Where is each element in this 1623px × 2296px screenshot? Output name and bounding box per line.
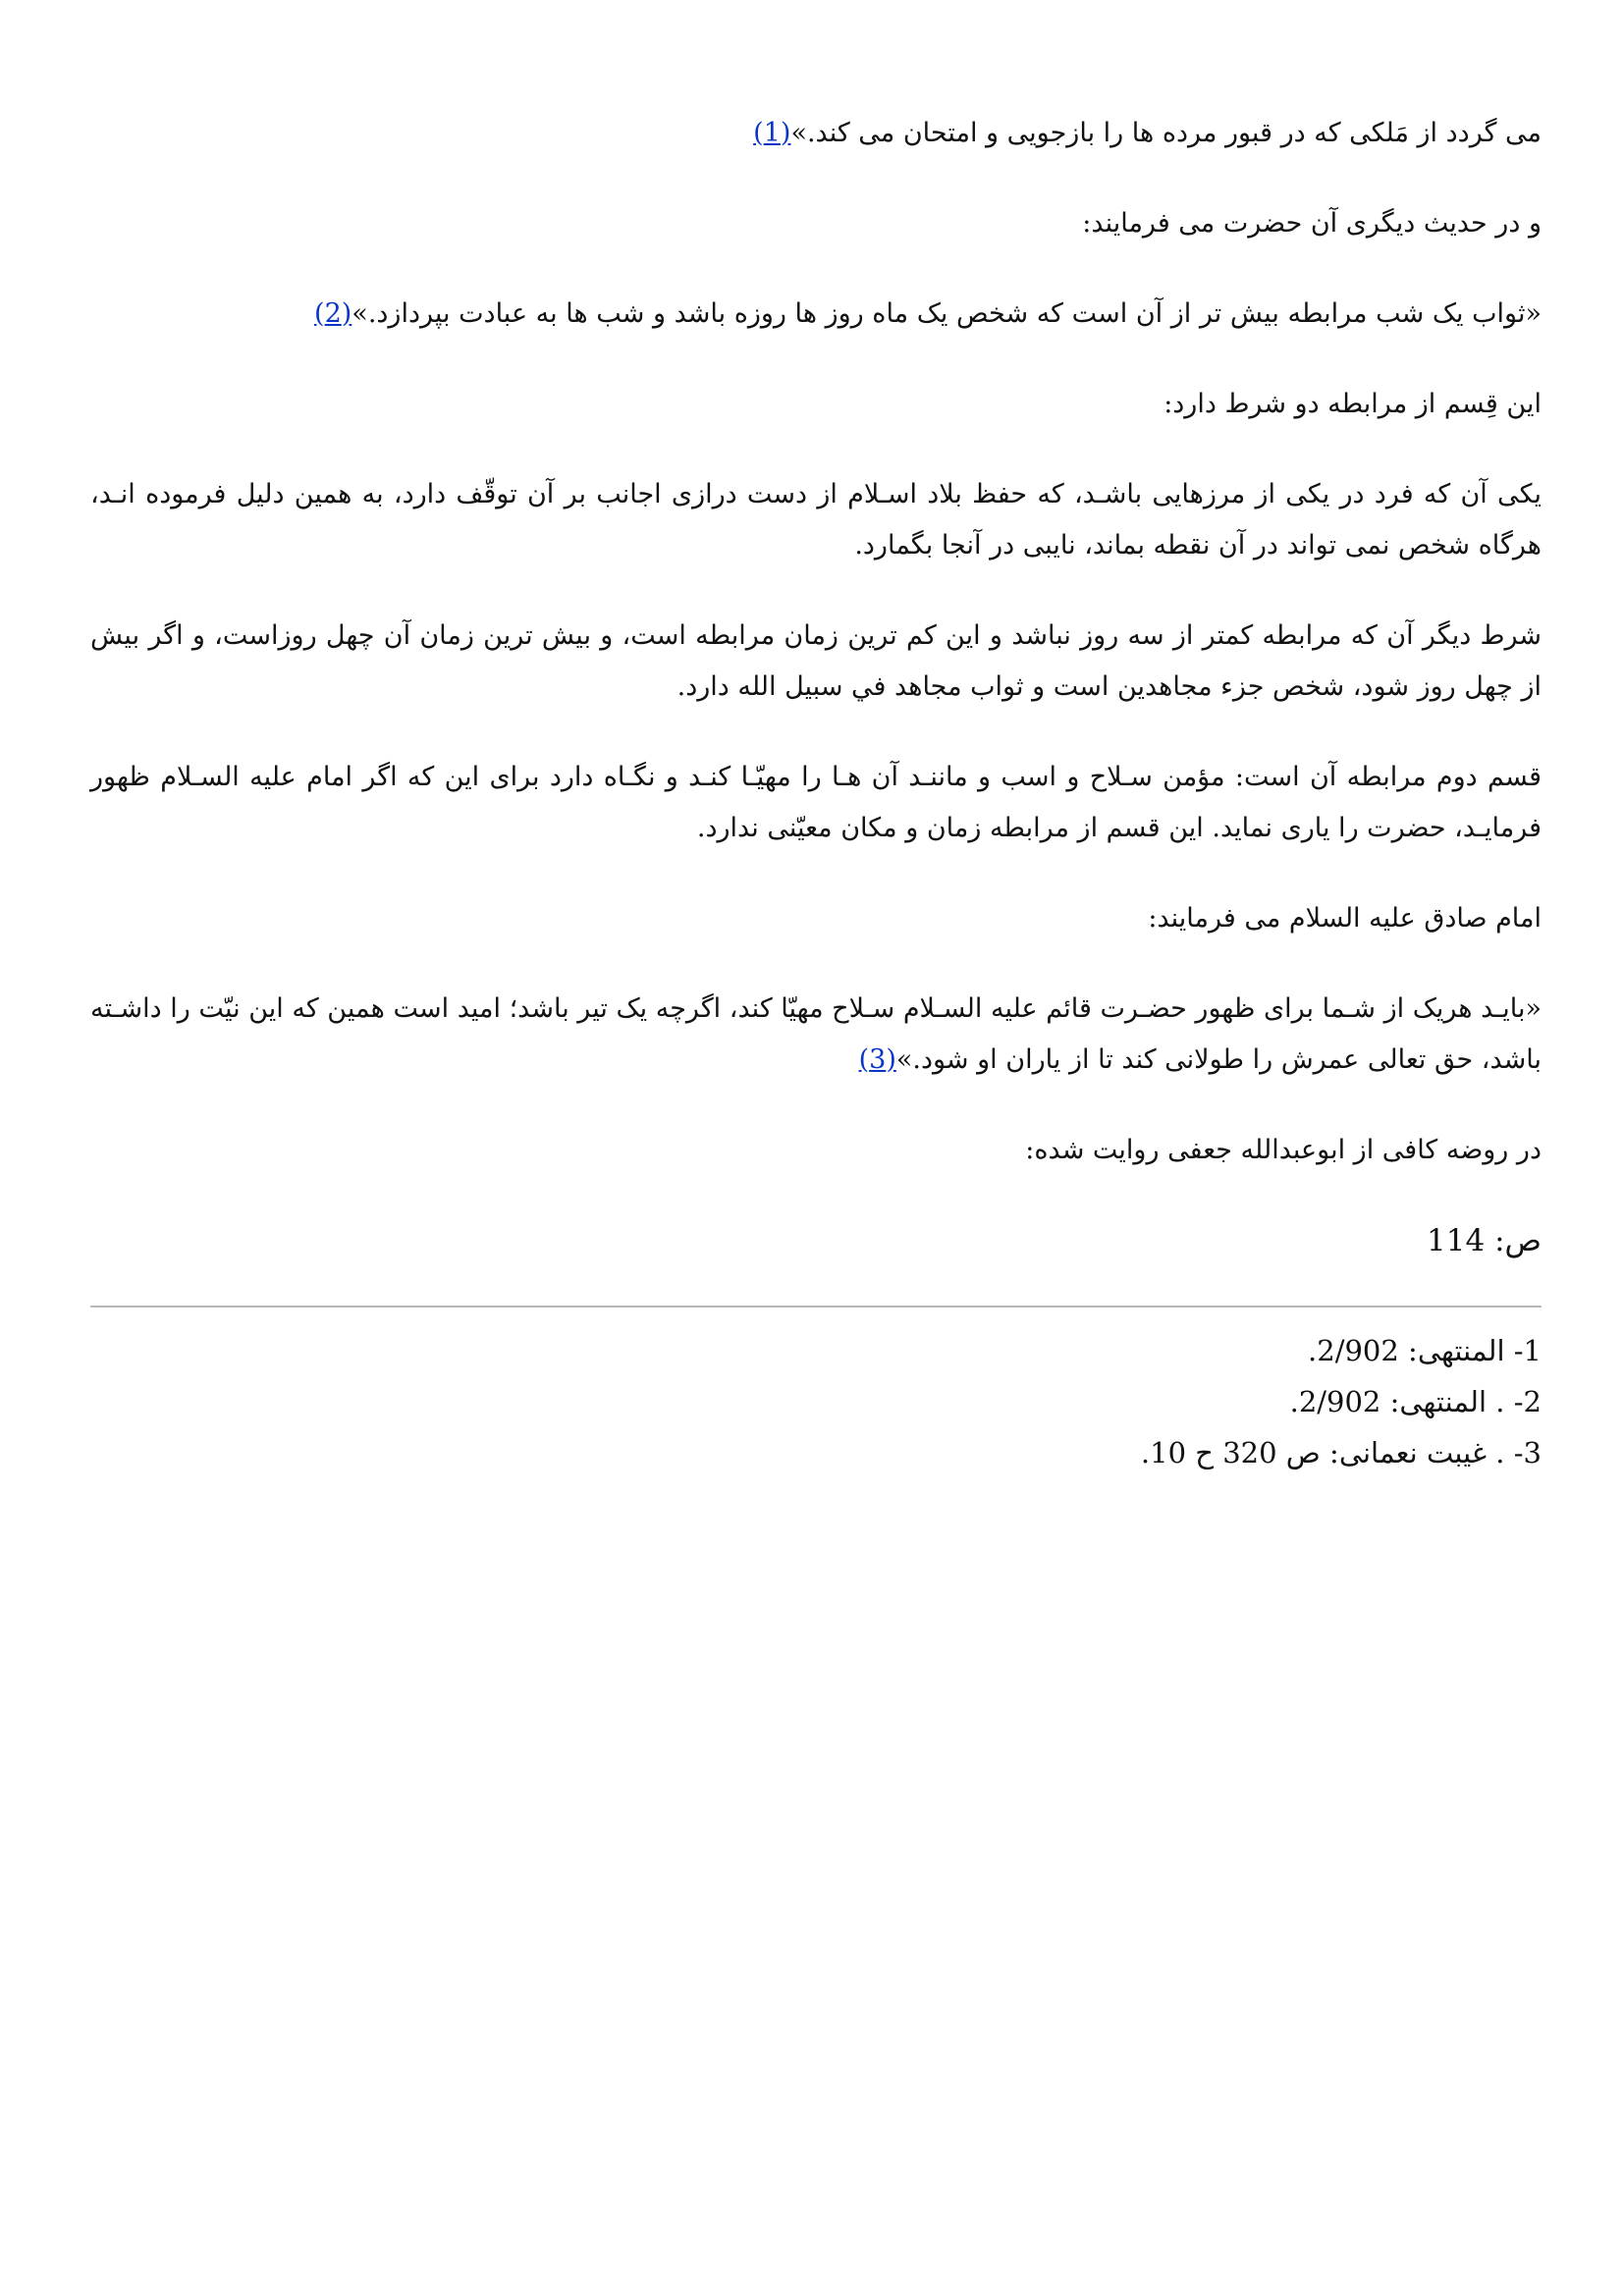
paragraph-6	[90, 611, 1542, 713]
paragraph-9	[90, 984, 1542, 1086]
paragraph-3	[90, 289, 1542, 340]
footnote-ref-2[interactable]: (2)	[314, 298, 352, 329]
paragraph-1-text: می گردد از مَلکی که در قبور مرده ها را بازجویی و امتحان می کند.»	[790, 118, 1542, 148]
paragraph-7	[90, 752, 1542, 854]
paragraph-9-text: «بایـد هریک از شـما برای ظهور حضـرت قائم علیه السـلام سـلاح مهیّا کند، اگرچه یک تیر باشد؛ امید است همین که این نیّت را داشـته باشد، حق تعالی عمرش را طولانی کند تا از یاران او شود.»	[90, 993, 1542, 1075]
footnote-ref-3[interactable]: (3)	[858, 1044, 896, 1075]
paragraph-7-text: قسم دوم مرابطه آن است: مؤمن سـلاح و اسب و ماننـد آن هـا را مهیّـا کنـد و نگـاه دارد برای این که اگر امام علیه السـلام ظهور فرمایـد، حضرت را یاری نماید. این قسم از مرابطه زمان و مکان معیّنی ندارد.	[90, 762, 1542, 843]
paragraph-1	[90, 108, 1542, 159]
paragraph-4	[90, 379, 1542, 430]
paragraph-3-text: «ثواب یک شب مرابطه بیش تر از آن است که شخص یک ماه روز ها روزه باشد و شب ها به عبادت بپردازد.»	[352, 298, 1542, 329]
footnote-2: 2- . المنتهی: 2/902.	[1289, 1385, 1542, 1418]
paragraph-2	[90, 198, 1542, 249]
footnote-3: 3- . غیبت نعمانی: ص 320 ح 10.	[1140, 1436, 1542, 1469]
paragraph-5	[90, 469, 1542, 571]
paragraph-10-text: در روضه کافی از ابوعبدالله جعفی روایت شده:	[1025, 1135, 1542, 1165]
page-number: ص: 114	[1427, 1223, 1542, 1258]
footnote-list	[90, 1325, 1542, 1478]
paragraph-4-text: این قِسم از مرابطه دو شرط دارد:	[1163, 389, 1542, 419]
paragraph-8-text: امام صادق علیه السلام می فرمایند:	[1148, 903, 1542, 934]
footnote-ref-1[interactable]: (1)	[753, 118, 791, 148]
document-page	[90, 108, 1542, 1478]
footnote-1: 1- المنتهی: 2/902.	[1308, 1334, 1542, 1367]
footnote-divider	[90, 1306, 1542, 1308]
paragraph-2-text: و در حدیث دیگری آن حضرت می فرمایند:	[1082, 208, 1542, 239]
paragraph-8	[90, 893, 1542, 944]
paragraph-6-text: شرط دیگر آن که مرابطه کمتر از سه روز نباشد و این کم ترین زمان مرابطه است، و بیش ترین زمان آن چهل روزاست، و اگر بیش از چهل روز شود، شخص جزء مجاهدین است و ثواب مجاهد في سبیل الله دارد.	[90, 620, 1542, 702]
paragraph-5-text: یکی آن که فرد در یکی از مرزهایی باشـد، که حفظ بلاد اسـلام از دست درازی اجانب بر آن توقّف دارد، به همین دلیل فرموده انـد، هرگاه شخص نمی تواند در آن نقطه بماند، نایبی در آنجا بگمارد.	[90, 479, 1542, 561]
paragraph-10	[90, 1125, 1542, 1176]
